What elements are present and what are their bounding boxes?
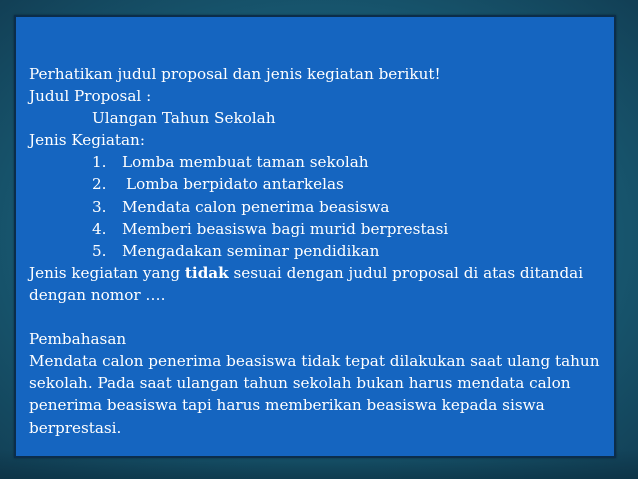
discussion-line: berprestasi. xyxy=(29,418,122,437)
discussion-line: penerima beasiswa tapi harus memberikan beasiswa kepada siswa xyxy=(29,396,545,415)
question-after: sesuai dengan judul proposal di atas ditandai xyxy=(228,263,584,282)
activity-number: 2. xyxy=(92,175,107,194)
activity-item xyxy=(29,196,604,218)
proposal-label: Judul Proposal : xyxy=(29,87,152,106)
activity-item xyxy=(29,151,604,173)
activity-text: Lomba membuat taman sekolah xyxy=(122,153,369,172)
proposal-title: Ulangan Tahun Sekolah xyxy=(92,109,276,128)
activity-item xyxy=(29,173,604,195)
activity-item xyxy=(29,240,604,262)
intro-text: Perhatikan judul proposal dan jenis kegiatan berikut! xyxy=(29,65,441,83)
activity-number: 3. xyxy=(92,197,107,216)
activity-number: 5. xyxy=(92,241,107,260)
activity-text: Lomba berpidato antarkelas xyxy=(126,175,344,194)
spacer xyxy=(29,306,604,328)
activities-label: Jenis Kegiatan: xyxy=(29,131,145,150)
question-emphasis: tidak xyxy=(184,263,229,282)
content-box xyxy=(14,15,616,458)
discussion-label: Pembahasan xyxy=(29,330,127,349)
question-line-2: dengan nomor …. xyxy=(29,285,166,304)
discussion-line: Mendata calon penerima beasiswa tidak tepat dilakukan saat ulang tahun xyxy=(29,352,600,371)
activity-number: 1. xyxy=(92,153,107,172)
activity-text: Mendata calon penerima beasiswa xyxy=(122,197,390,216)
question-before: Jenis kegiatan yang xyxy=(29,263,185,282)
question-text xyxy=(29,262,604,284)
activity-text: Memberi beasiswa bagi murid berprestasi xyxy=(122,219,449,238)
activity-item xyxy=(29,218,604,240)
discussion-line: sekolah. Pada saat ulangan tahun sekolah bukan harus mendata calon xyxy=(29,374,571,393)
activity-text: Mengadakan seminar pendidikan xyxy=(122,241,380,260)
activity-number: 4. xyxy=(92,219,107,238)
